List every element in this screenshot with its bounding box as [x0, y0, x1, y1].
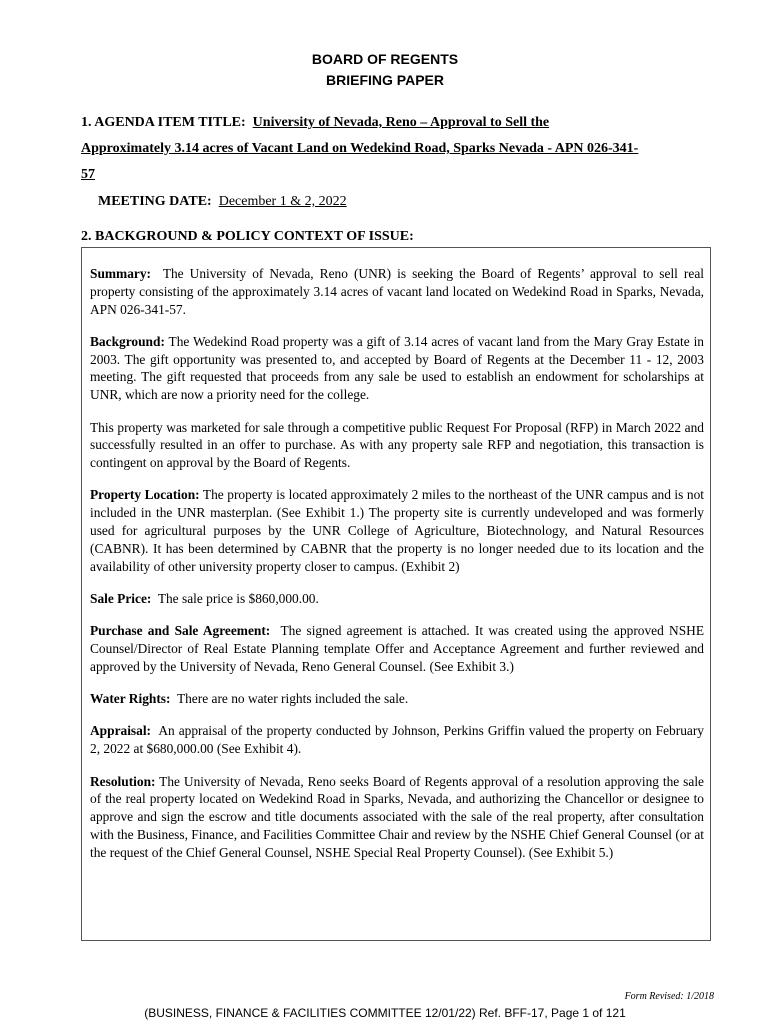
location-paragraph	[90, 486, 704, 575]
document-title: BOARD OF REGENTS	[311, 51, 459, 67]
meeting-date-value: December 1 & 2, 2022	[218, 194, 347, 209]
location-label: Property Location:	[90, 487, 200, 503]
summary-paragraph	[90, 265, 704, 318]
appraisal-text: An appraisal of the property conducted by Johnson, Perkins Griffin valued the property on February 2, 2022 at $680,000.00 (See Exhibit 4).	[90, 723, 704, 757]
form-revised-note: Form Revised: 1/2018	[624, 991, 714, 1002]
resolution-paragraph	[90, 773, 704, 862]
background-label: Background:	[90, 333, 165, 349]
appraisal-paragraph	[90, 722, 704, 758]
meeting-date	[98, 194, 347, 210]
background-box	[81, 247, 711, 941]
agenda-item-title-line1: University of Nevada, Reno – Approval to Sell the	[252, 115, 550, 130]
agreement-paragraph	[90, 622, 704, 675]
price-label: Sale Price:	[90, 590, 152, 606]
water-paragraph	[90, 690, 704, 708]
page-footer: (BUSINESS, FINANCE & FACILITIES COMMITTEE 12/01/22) Ref. BFF-17, Page 1 of 121	[144, 1006, 626, 1020]
appraisal-label: Appraisal:	[90, 723, 152, 739]
water-text: There are no water rights included the sale.	[176, 691, 409, 707]
price-text: The sale price is $860,000.00.	[157, 590, 319, 606]
meeting-date-label: MEETING DATE:	[98, 194, 212, 209]
resolution-label: Resolution:	[90, 773, 156, 789]
background-heading: 2. BACKGROUND & POLICY CONTEXT OF ISSUE:	[81, 229, 414, 244]
agenda-item-title-line2: Approximately 3.14 acres of Vacant Land on Wedekind Road, Sparks Nevada - APN 026-341-	[81, 141, 639, 156]
marketing-paragraph	[90, 419, 704, 472]
water-label: Water Rights:	[90, 691, 171, 707]
background-text: The Wedekind Road property was a gift of 3.14 acres of vacant land from the Mary Gray Estate in 2003. The gift opportunity was presented to, and accepted by Board of Regents at the December 11 - 12, 2003 meeting. The gift requested that proceeds from any sale be used to establish an endowment for scholarships at UNR, which are now a priority need for the college.	[90, 333, 704, 403]
agreement-label: Purchase and Sale Agreement:	[90, 623, 271, 639]
agenda-item-label: 1. AGENDA ITEM TITLE:	[81, 115, 246, 130]
location-text: The property is located approximately 2 miles to the northeast of the UNR campus and is not included in the UNR masterplan. (See Exhibit 1.) The property site is currently undeveloped and was formerly used for agricultural purposes by the UNR College of Agriculture, Biotechnology, and Natural Resources (CABNR). It has been determined by CABNR that the property is no longer needed due to its location and the availability of other university property closer to campus. (Exhibit 2)	[90, 487, 704, 574]
background-content	[90, 265, 704, 876]
resolution-text: The University of Nevada, Reno seeks Board of Regents approval of a resolution approving the sale of the real property located on Wedekind Road in Sparks, Nevada, and authorizing the Chancellor or designee to approve and sign the escrow and title documents associated with the sale of the real property, after consultation with the Business, Finance, and Facilities Committee Chair and review by the NSHE Chief General Counsel (or at the request of the Chief General Counsel, NSHE Special Real Property Counsel). (See Exhibit 5.)	[90, 773, 704, 860]
price-paragraph	[90, 590, 704, 608]
summary-label: Summary:	[90, 266, 151, 281]
background-paragraph	[90, 333, 704, 404]
agenda-item-title-line3: 57	[81, 167, 95, 182]
document-subtitle: BRIEFING PAPER	[326, 72, 444, 88]
agreement-text: The signed agreement is attached. It was created using the approved NSHE Counsel/Director of Real Estate Planning template Offer and Acceptance Agreement and further reviewed and approved by the University of Nevada, Reno General Counsel. (See Exhibit 3.)	[90, 623, 704, 674]
summary-text: The University of Nevada, Reno (UNR) is seeking the Board of Regents’ approval to sell real property consisting of the approximately 3.14 acres of vacant land located on Wedekind Road in Sparks, Nevada, APN 026-341-57.	[90, 266, 704, 317]
agenda-item-title	[81, 115, 549, 131]
marketing-text: This property was marketed for sale through a competitive public Request For Proposal (RFP) in March 2022 and successfully resulted in an offer to purchase. As with any property sale RFP and negotiation, this transaction is contingent on approval by the Board of Regents.	[90, 419, 704, 471]
